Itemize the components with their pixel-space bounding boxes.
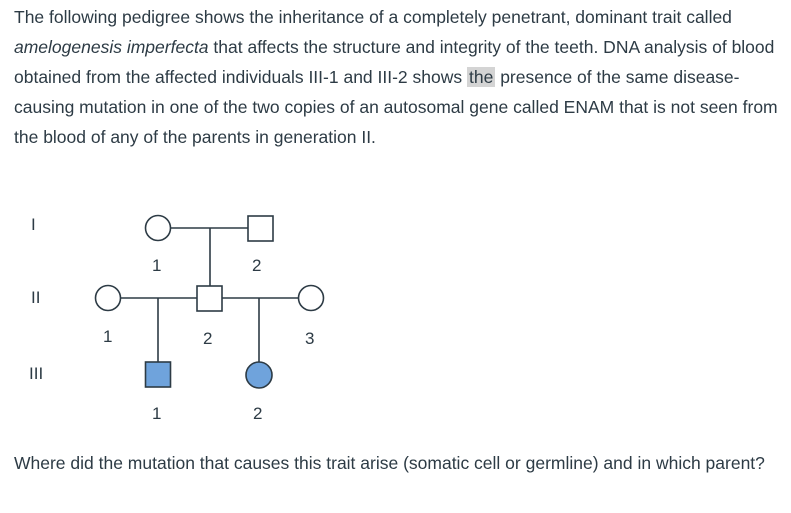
gen2-male-2-symbol <box>197 286 222 311</box>
trait-name: amelogenesis imperfecta <box>14 37 209 57</box>
gen2-female-1-symbol <box>96 286 121 311</box>
gen1-label-2: 2 <box>252 256 262 275</box>
generation-label-1: I <box>31 215 36 234</box>
gen1-male-symbol <box>248 216 273 241</box>
question-text: Where did the mutation that causes this trait arise (somatic cell or germline) and in which parent? <box>14 453 765 473</box>
gen2-label-1: 1 <box>103 327 113 346</box>
gen3-label-1: 1 <box>152 404 162 423</box>
gen3-affected-male-1-symbol <box>146 362 171 387</box>
intro-text-1: The following pedigree shows the inheritance of a completely penetrant, dominant trait called <box>14 7 732 27</box>
gen3-label-2: 2 <box>253 404 263 423</box>
generation-label-3: III <box>29 364 44 383</box>
gen1-female-symbol <box>146 216 171 241</box>
gen1-label-1: 1 <box>152 256 162 275</box>
gen3-affected-female-2-symbol <box>246 362 272 388</box>
gen2-label-3: 3 <box>305 329 315 348</box>
intro-text-2: that affects the structure and integrity of the teeth. DNA analysis of blood obtained from the affected individuals III-1 and III-2 shows <box>14 37 775 87</box>
highlighted-word: the <box>469 67 494 87</box>
gen2-female-3-symbol <box>299 286 324 311</box>
gen2-label-2: 2 <box>203 329 213 348</box>
generation-label-2: II <box>31 288 41 307</box>
intro-text-3: presence of the same disease-causing mutation in one of the two copies of an autosomal gene called ENAM that is not seen from the blood of any of the parents in generation II. <box>14 67 778 147</box>
